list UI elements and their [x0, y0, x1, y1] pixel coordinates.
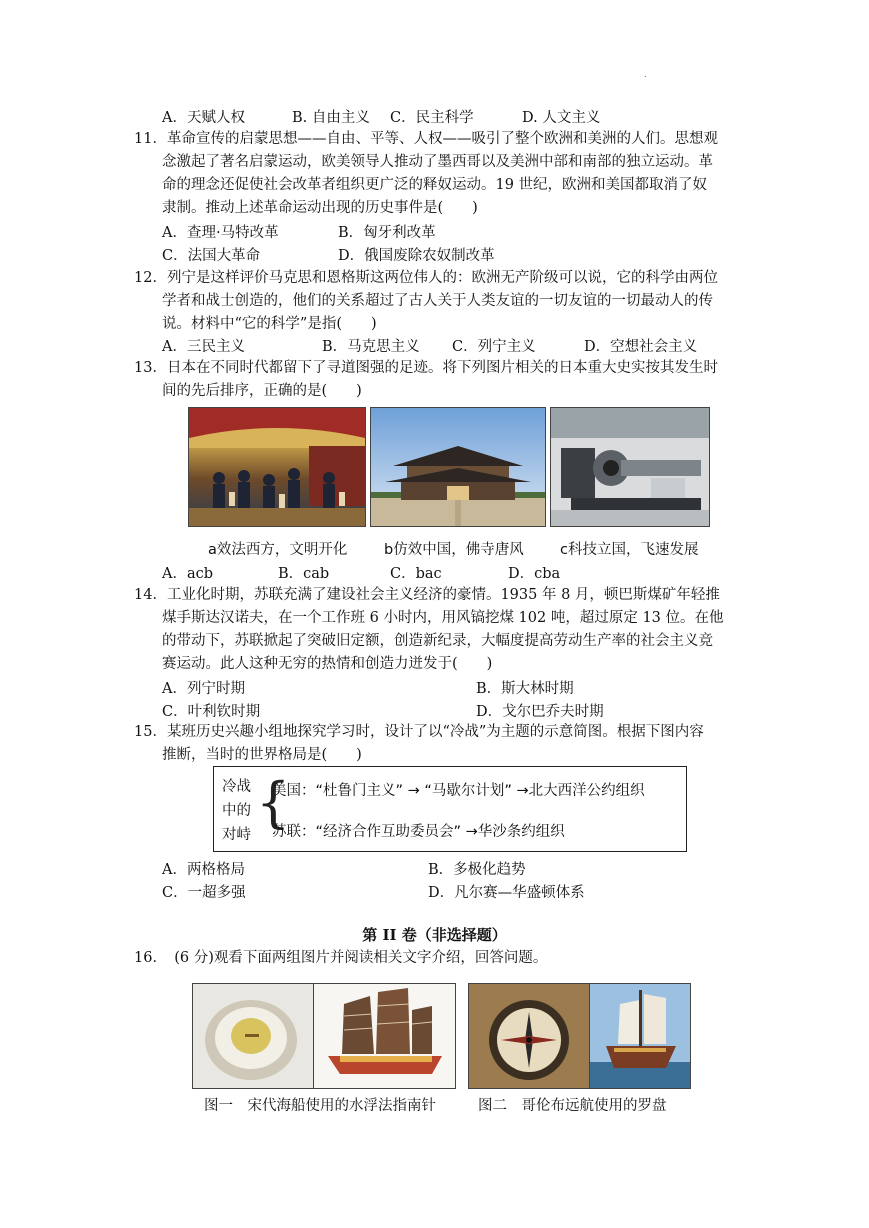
q11-option-a: A．查理·马特改革 [162, 225, 279, 241]
q11-option-d: D．俄国废除农奴制改革 [338, 248, 495, 264]
q14-line: 的带动下，苏联掀起了突破旧定额，创造新纪录，大幅度提高劳动生产率的社会主义竞 [162, 633, 713, 649]
q15-option-d: D．凡尔赛—华盛顿体系 [428, 885, 585, 901]
q14-option-a: A．列宁时期 [162, 681, 245, 697]
q14-option-b: B．斯大林时期 [476, 681, 574, 697]
diagram-us-row: 美国：“杜鲁门主义” → “马歇尔计划” →北大西洋公约组织 [272, 783, 645, 799]
q13-caption-a: a效法西方，文明开化 [208, 542, 348, 558]
columbus-ship-image [589, 983, 691, 1089]
q12-option-d: D．空想社会主义 [584, 339, 698, 355]
q15-option-c: C．一超多强 [162, 885, 246, 901]
q14-line: 煤手斯达汉诺夫，在一个工作班 6 小时内，用风镐挖煤 102 吨，超过原定 13 位。在他 [162, 610, 724, 626]
q11-option-c: C．法国大革命 [162, 248, 261, 264]
brace-icon: { [256, 771, 291, 834]
diagram-label: 对峙 [222, 827, 251, 843]
q14-option-d: D．戈尔巴乔夫时期 [476, 704, 604, 720]
q12-line: 学者和战士创造的，他们的关系超过了古人关于人类友谊的一切友谊的一切最动人的传 [162, 293, 713, 309]
q15-option-b: B．多极化趋势 [428, 862, 526, 878]
q14-option-c: C．叶利钦时期 [162, 704, 261, 720]
q10-option-b: B. 自由主义 [292, 110, 370, 126]
section-title: 第 II 卷（非选择题） [362, 926, 507, 944]
q13-option-b: B．cab [278, 566, 330, 582]
q15-line: 15．某班历史兴趣小组地探究学习时，设计了以“冷战”为主题的示意简图。根据下图内容 [134, 724, 704, 740]
q13-line: 间的先后排序，正确的是( ) [162, 383, 362, 399]
cold-war-diagram [213, 766, 687, 852]
q11-line: 命的理念还促使社会改革者组织更广泛的释奴运动。19 世纪，欧洲和美国都取消了奴 [162, 177, 708, 193]
q12-line: 说。材料中“它的科学”是指( ) [162, 316, 377, 332]
compass-image [468, 983, 590, 1089]
machine-tool-image [550, 407, 710, 527]
q12-option-b: B．马克思主义 [322, 339, 420, 355]
q13-caption-b: b仿效中国，佛寺唐风 [384, 542, 524, 558]
q13-caption-c: c科技立国，飞速发展 [560, 542, 699, 558]
q12-option-c: C．列宁主义 [452, 339, 536, 355]
todaiji-temple-image [370, 407, 546, 527]
q15-option-a: A．两格格局 [162, 862, 245, 878]
q14-line: 赛运动。此人这种无穷的热情和创造力迸发于( ) [162, 656, 493, 672]
q13-option-d: D．cba [508, 566, 561, 582]
diagram-label: 中的 [222, 803, 251, 819]
song-junk-ship-image [313, 983, 456, 1089]
q10-option-a: A．天赋人权 [162, 110, 245, 126]
diagram-label: 冷战 [222, 779, 251, 795]
q15-line: 推断，当时的世界格局是( ) [162, 747, 362, 763]
q16-line: 16． (6 分)观看下面两组图片并阅读相关文字介绍，回答问题。 [134, 950, 548, 966]
q11-line: 念激起了著名启蒙运动，欧美领导人推动了墨西哥以及美洲中部和南部的独立运动。革 [162, 154, 713, 170]
water-compass-image [192, 983, 314, 1089]
q11-line: 隶制。推动上述革命运动出现的历史事件是( ) [162, 200, 478, 216]
diagram-ussr-row: 苏联：“经济合作互助委员会” →华沙条约组织 [272, 824, 565, 840]
meiji-painting-image [188, 407, 366, 527]
q13-option-c: C．bac [390, 566, 442, 582]
q10-option-d: D. 人文主义 [522, 110, 601, 126]
q14-line: 14．工业化时期，苏联充满了建设社会主义经济的豪情。1935 年 8 月，顿巴斯煤矿年轻推 [134, 587, 720, 603]
q11-line: 11．革命宣传的启蒙思想——自由、平等、人权——吸引了整个欧洲和美洲的人们。思想观 [134, 131, 718, 147]
q12-line: 12．列宁是这样评价马克思和恩格斯这两位伟人的：欧洲无产阶级可以说，它的科学由两位 [134, 270, 718, 286]
q11-option-b: B．匈牙利改革 [338, 225, 436, 241]
q13-option-a: A．acb [162, 566, 214, 582]
q10-option-c: C．民主科学 [390, 110, 474, 126]
q16-caption-1: 图一 宋代海船使用的水浮法指南针 [204, 1098, 436, 1114]
q16-caption-2: 图二 哥伦布远航使用的罗盘 [478, 1098, 667, 1114]
q12-option-a: A．三民主义 [162, 339, 245, 355]
page-dot: . [644, 70, 647, 79]
q13-line: 13．日本在不同时代都留下了寻道图强的足迹。将下列图片相关的日本重大史实按其发生时 [134, 360, 718, 376]
